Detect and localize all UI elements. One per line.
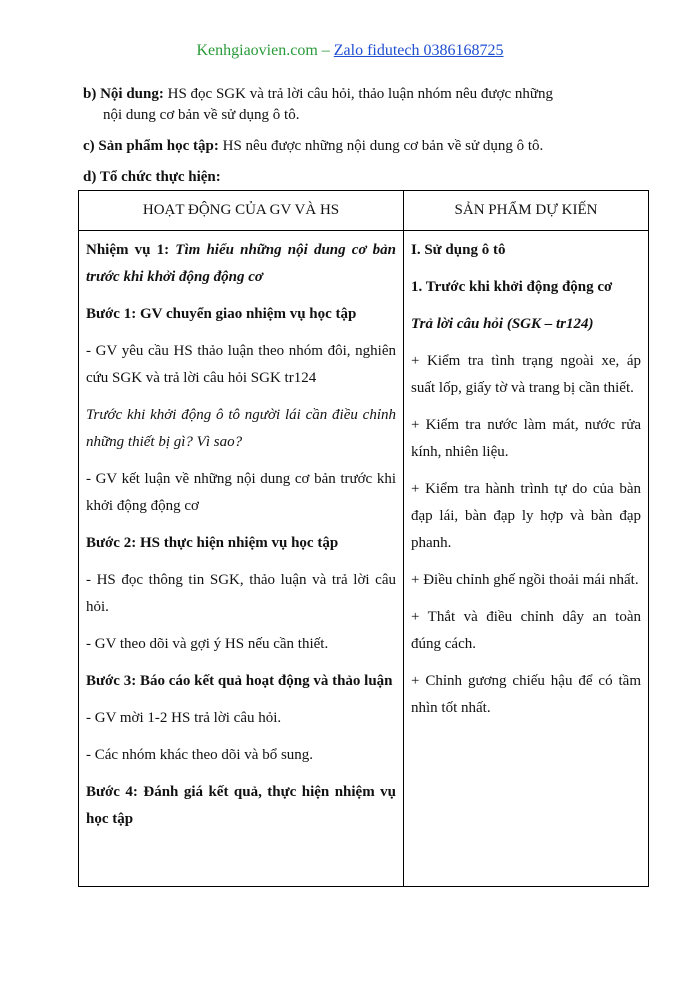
organization-paragraph — [83, 167, 643, 188]
step3-title: Bước 3: Báo cáo kết quả hoạt động và thảo luận — [86, 673, 393, 689]
step1-instruction: - GV yêu cầu HS thảo luận theo nhóm đôi, nghiên cứu SGK và trả lời câu hỏi SGK tr124 — [86, 343, 396, 386]
list-item: + Kiểm tra tình trạng ngoài xe, áp suất lốp, giấy tờ và trang bị cần thiết. — [411, 353, 641, 396]
intro-section — [83, 84, 643, 198]
task-title: Tìm hiểu những nội dung cơ bản trước khi khởi động động cơ — [86, 242, 396, 285]
products-cell — [404, 231, 649, 887]
organization-label: d) Tổ chức thực hiện: — [83, 169, 221, 185]
section-title: I. Sử dụng ô tô — [411, 242, 506, 258]
activities-cell — [79, 231, 404, 887]
step1-conclusion: - GV kết luận về những nội dung cơ bản trước khi khởi động động cơ — [86, 471, 396, 514]
step4-title: Bước 4: Đánh giá kết quả, thực hiện nhiệm vụ học tập — [86, 784, 396, 827]
site-link[interactable]: Kenhgiaovien.com — [196, 42, 318, 59]
answer-label: Trả lời câu hỏi (SGK – tr124) — [411, 316, 594, 332]
table-header-row — [79, 191, 649, 231]
content-paragraph — [83, 84, 643, 126]
step1-title: Bước 1: GV chuyển giao nhiệm vụ học tập — [86, 306, 357, 322]
activity-table — [78, 190, 649, 887]
list-item: + Kiểm tra nước làm mát, nước rửa kính, nhiên liệu. — [411, 417, 641, 460]
list-item: + Chỉnh gương chiếu hậu để có tầm nhìn tốt nhất. — [411, 673, 641, 716]
page-header — [0, 42, 700, 60]
list-item: + Điều chỉnh ghế ngồi thoải mái nhất. — [411, 572, 639, 588]
col-header-products: SẢN PHẨM DỰ KIẾN — [404, 191, 649, 231]
product-label: c) Sản phẩm học tập: — [83, 138, 219, 154]
step2-title: Bước 2: HS thực hiện nhiệm vụ học tập — [86, 535, 339, 551]
list-item: + Thắt và điều chỉnh dây an toàn đúng cách. — [411, 609, 641, 652]
product-text: HS nêu được những nội dung cơ bản về sử dụng ô tô. — [218, 138, 544, 154]
zalo-contact-link[interactable]: Zalo fidutech 0386168725 — [333, 42, 504, 59]
step2-support: - GV theo dõi và gợi ý HS nếu cần thiết. — [86, 636, 329, 652]
content-text: HS đọc SGK và trả lời câu hỏi, thảo luận nhóm nêu được những — [163, 86, 554, 102]
sub-title: 1. Trước khi khởi động động cơ — [411, 279, 613, 295]
col-header-activities: HOẠT ĐỘNG CỦA GV VÀ HS — [79, 191, 404, 231]
table-row — [79, 231, 649, 887]
step1-question: Trước khi khởi động ô tô người lái cần điều chỉnh những thiết bị gì? Vì sao? — [86, 407, 396, 450]
content-label: b) Nội dung: — [83, 86, 164, 102]
step3-invite: - GV mời 1-2 HS trả lời câu hỏi. — [86, 710, 282, 726]
product-paragraph — [83, 136, 643, 157]
header-separator: – — [317, 42, 334, 59]
content-text-cont: nội dung cơ bản về sử dụng ô tô. — [103, 107, 300, 123]
task-heading: Nhiệm vụ 1: Tìm hiểu những nội dung cơ bản trước khi khởi động động cơ — [86, 242, 396, 285]
step3-groups: - Các nhóm khác theo dõi và bổ sung. — [86, 747, 314, 763]
step2-instruction: - HS đọc thông tin SGK, thảo luận và trả lời câu hỏi. — [86, 572, 396, 615]
list-item: + Kiểm tra hành trình tự do của bàn đạp lái, bàn đạp ly hợp và bàn đạp phanh. — [411, 481, 641, 551]
